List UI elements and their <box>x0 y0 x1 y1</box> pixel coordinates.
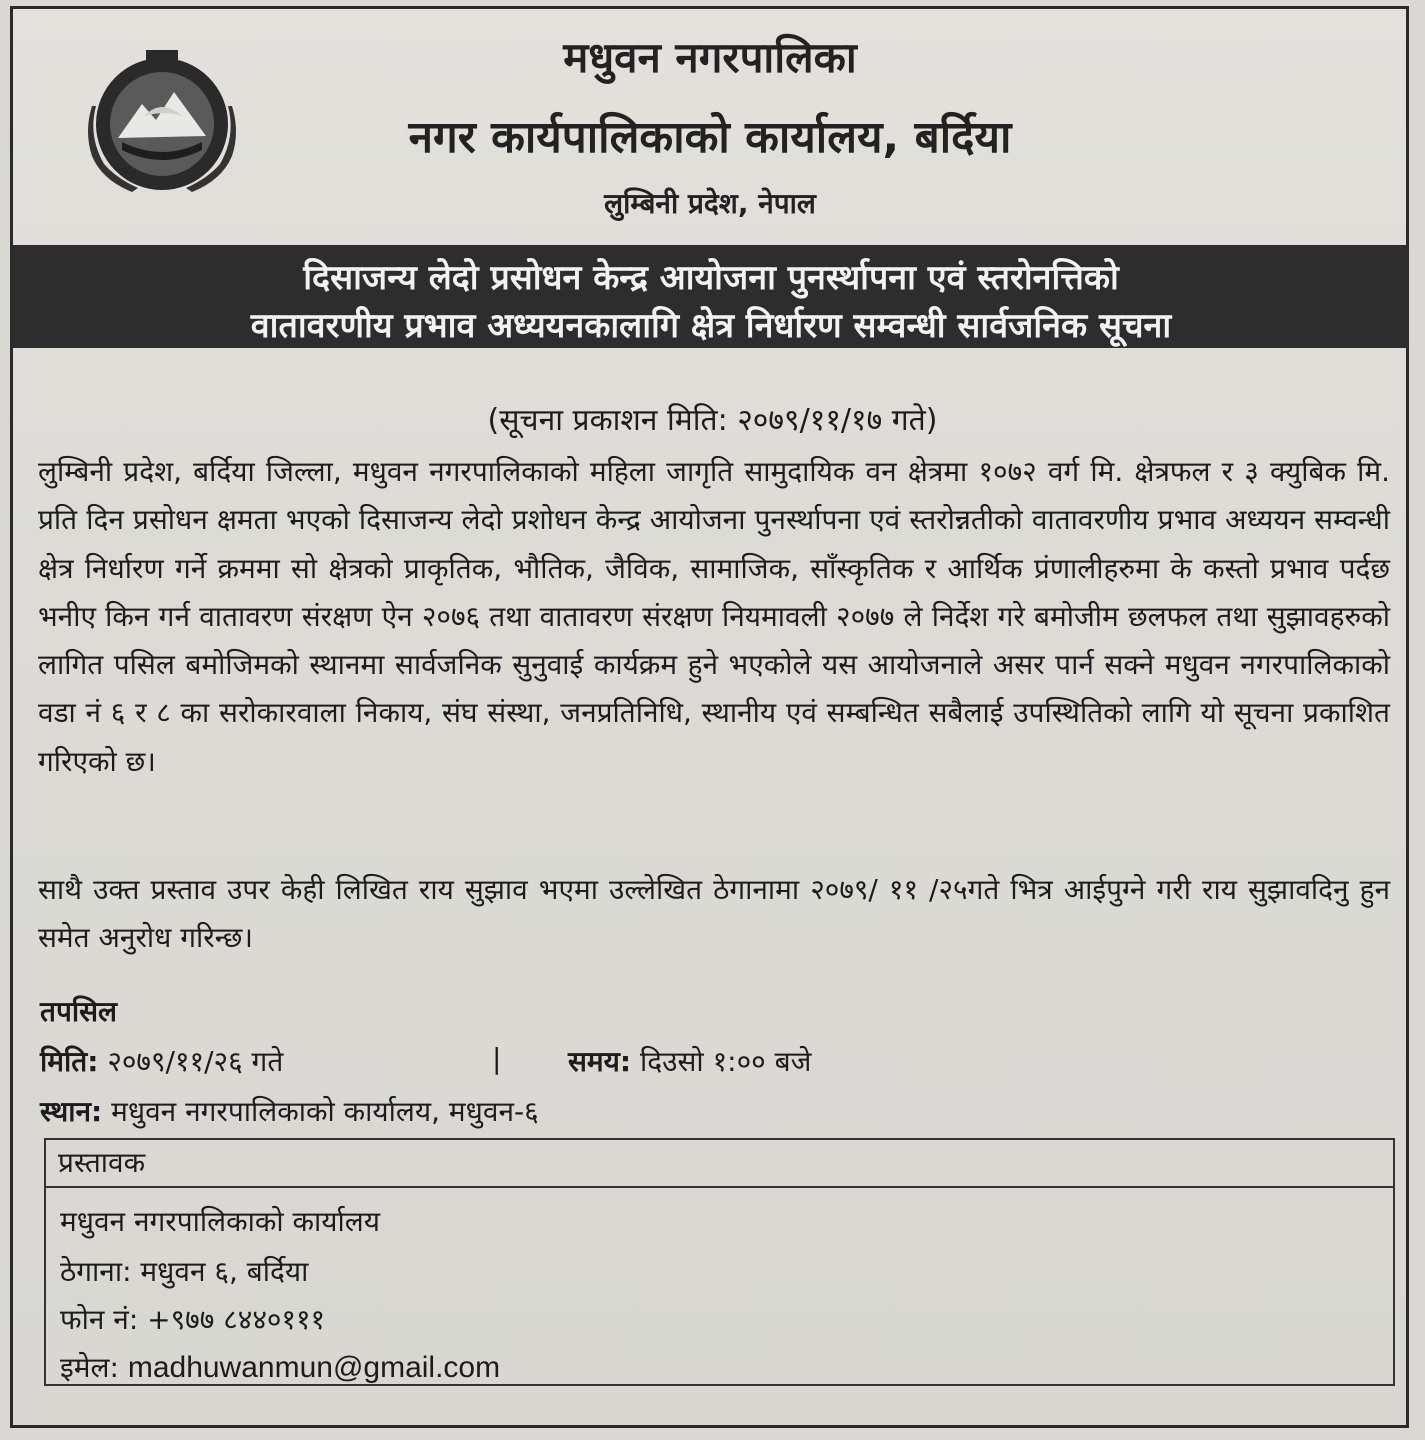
province-name: लुम्बिनी प्रदेश, नेपाल <box>604 187 816 220</box>
municipality-name: मधुवन नगरपालिका <box>563 33 857 82</box>
banner-title-line-2: वातावरणीय प्रभाव अध्ययनकालागि क्षेत्र निर्धारण सम्वन्धी सार्वजनिक सूचना <box>250 306 1172 346</box>
proposer-box <box>44 1138 1395 1386</box>
schedule-time <box>568 1042 811 1080</box>
proposer-phone: फोन नं: +९७७ ८४४०१११ <box>60 1303 326 1336</box>
time-label: समय: <box>568 1045 632 1078</box>
place-label: स्थान: <box>40 1095 103 1128</box>
proposer-address: ठेगाना: मधुवन ६, बर्दिया <box>60 1255 309 1288</box>
date-value: २०७९/११/२६ गते <box>107 1045 284 1078</box>
notice-title-banner <box>13 245 1409 348</box>
publication-date: (सूचना प्रकाशन मिति: २०७९/११/१७ गते) <box>487 403 938 438</box>
schedule-heading: तपसिल <box>40 995 118 1028</box>
email-value[interactable]: madhuwanmun@gmail.com <box>127 1351 501 1384</box>
proposer-name: मधुवन नगरपालिकाको कार्यालय <box>60 1205 381 1238</box>
banner-title-line-1: दिसाजन्य लेदो प्रसोधन केन्द्र आयोजना पुनर्स्थापना एवं स्तरोनत्तिको <box>303 258 1119 298</box>
proposer-email <box>60 1348 500 1386</box>
proposer-heading: प्रस्तावक <box>46 1140 1393 1188</box>
schedule-separator: | <box>492 1042 502 1075</box>
email-label: इमेल: <box>60 1351 119 1384</box>
schedule-place <box>40 1092 539 1130</box>
time-value: दिउसो १:०० बजे <box>640 1045 812 1078</box>
body-paragraph-2: साथै उक्त प्रस्ताव उपर केही लिखित राय सुझाव भएमा उल्लेखित ठेगानामा २०७९/ ११ /२५गते भित्र आईपुग्ने गरी राय सुझावदिनु हुन समेत अनुरोध गरिन्छ। <box>38 873 1390 955</box>
nepal-government-emblem-icon <box>82 46 242 196</box>
date-label: मिति: <box>40 1045 99 1078</box>
office-name: नगर कार्यपालिकाको कार्यालय, बर्दिया <box>408 112 1012 163</box>
place-value: मधुवन नगरपालिकाको कार्यालय, मधुवन-६ <box>111 1095 539 1128</box>
schedule-date <box>40 1042 283 1080</box>
body-paragraph-1: लुम्बिनी प्रदेश, बर्दिया जिल्ला, मधुवन नगरपालिकाको महिला जागृति सामुदायिक वन क्षेत्रमा १०७२ वर्ग मि. क्षेत्रफल र ३ क्युबिक मि. प्रति दिन प्रसोधन क्षमता भएको दिसाजन्य लेदो प्रशोधन केन्द्र आयोजना पुनर्स्थापना एवं स्तरोन्नतीको वातावरणीय प्रभाव अध्ययन सम्वन्धी क्षेत्र निर्धारण गर्ने क्रममा सो क्षेत्रको प्राकृतिक, भौतिक, जैविक, सामाजिक, साँस्कृतिक र आर्थिक प्रंणालीहरुमा के कस्तो प्रभाव पर्दछ भनीए किन गर्न वातावरण संरक्षण ऐन २०७६ तथा वातावरण संरक्षण नियमावली २०७७ ले निर्देश गरे बमोजीम छलफल तथा सुझावहरुको लागित पसिल बमोजिमको स्थानमा सार्वजनिक सुनुवाई कार्यक्रम हुने भएकोले यस आयोजनाले असर पार्न सक्ने मधुवन नगरपालिकाको वडा नं ६ र ८ का सरोकारवाला निकाय, संघ संस्था, जनप्रतिनिधि, स्थानीय एवं सम्बन्धित सबैलाई उपस्थितिको लागि यो सूचना प्रकाशित गरिएको छ। <box>38 455 1390 778</box>
